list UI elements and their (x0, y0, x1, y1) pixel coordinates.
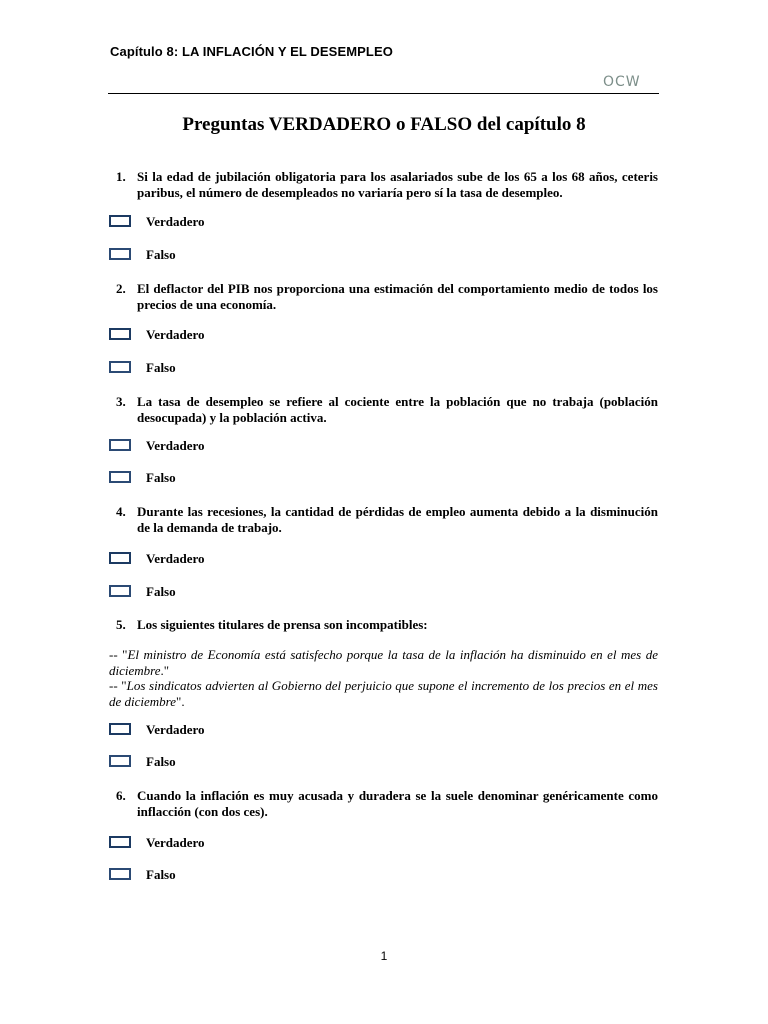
question-number: 1. (116, 169, 126, 184)
header-chapter-title: Capítulo 8: LA INFLACIÓN Y EL DESEMPLEO (110, 44, 393, 59)
question-number: 5. (116, 617, 126, 632)
header-divider (108, 93, 659, 94)
quote-suffix: ." (160, 663, 170, 678)
quote-text: Los sindicatos advierten al Gobierno del perjuicio que supone el incremento de los precios en el mes de diciembre (109, 678, 658, 709)
checkbox[interactable] (109, 755, 131, 767)
quote-text: El ministro de Economía está satisfecho porque la tasa de la inflación ha disminuido en el mes de diciembre (109, 647, 658, 678)
option-label: Falso (146, 360, 176, 375)
headline-quote (109, 647, 658, 679)
option-label: Falso (146, 584, 176, 599)
question-number: 2. (116, 281, 126, 296)
checkbox[interactable] (109, 328, 131, 340)
option-label: Falso (146, 867, 176, 882)
checkbox[interactable] (109, 836, 131, 848)
checkbox[interactable] (109, 585, 131, 597)
checkbox[interactable] (109, 868, 131, 880)
checkbox[interactable] (109, 723, 131, 735)
question-number: 4. (116, 504, 126, 519)
page-number: 1 (380, 949, 388, 963)
checkbox[interactable] (109, 552, 131, 564)
quote-prefix: -- " (109, 678, 127, 693)
question-number: 3. (116, 394, 126, 409)
checkbox[interactable] (109, 215, 131, 227)
option-label: Verdadero (146, 835, 205, 850)
question-text: La tasa de desempleo se refiere al cociente entre la población que no trabaja (población desocupada) y la población activa. (137, 394, 658, 425)
checkbox[interactable] (109, 439, 131, 451)
checkbox[interactable] (109, 248, 131, 260)
ocw-logo: OCW (603, 74, 641, 90)
headline-quote (109, 678, 658, 710)
option-label: Verdadero (146, 551, 205, 566)
checkbox[interactable] (109, 471, 131, 483)
option-label: Verdadero (146, 327, 205, 342)
checkbox[interactable] (109, 361, 131, 373)
option-label: Verdadero (146, 722, 205, 737)
question-text: Los siguientes titulares de prensa son incompatibles: (137, 617, 428, 632)
option-label: Falso (146, 754, 176, 769)
question-text: Cuando la inflación es muy acusada y duradera se la suele denominar genéricamente como inflacción (con dos ces). (137, 788, 658, 819)
quote-prefix: -- " (109, 647, 128, 662)
question-text: Si la edad de jubilación obligatoria para los asalariados sube de los 65 a los 68 años, ceteris paribus, el número de desempleados no variaría pero sí la tasa de desempleo. (137, 169, 658, 200)
option-label: Verdadero (146, 438, 205, 453)
option-label: Falso (146, 247, 176, 262)
option-label: Falso (146, 470, 176, 485)
quote-suffix: ". (176, 694, 185, 709)
question-text: El deflactor del PIB nos proporciona una estimación del comportamiento medio de todos los precios de una economía. (137, 281, 658, 312)
option-label: Verdadero (146, 214, 205, 229)
question-text: Durante las recesiones, la cantidad de pérdidas de empleo aumenta debido a la disminución de la demanda de trabajo. (137, 504, 658, 535)
page-title: Preguntas VERDADERO o FALSO del capítulo 8 (182, 114, 586, 135)
question-number: 6. (116, 788, 126, 803)
